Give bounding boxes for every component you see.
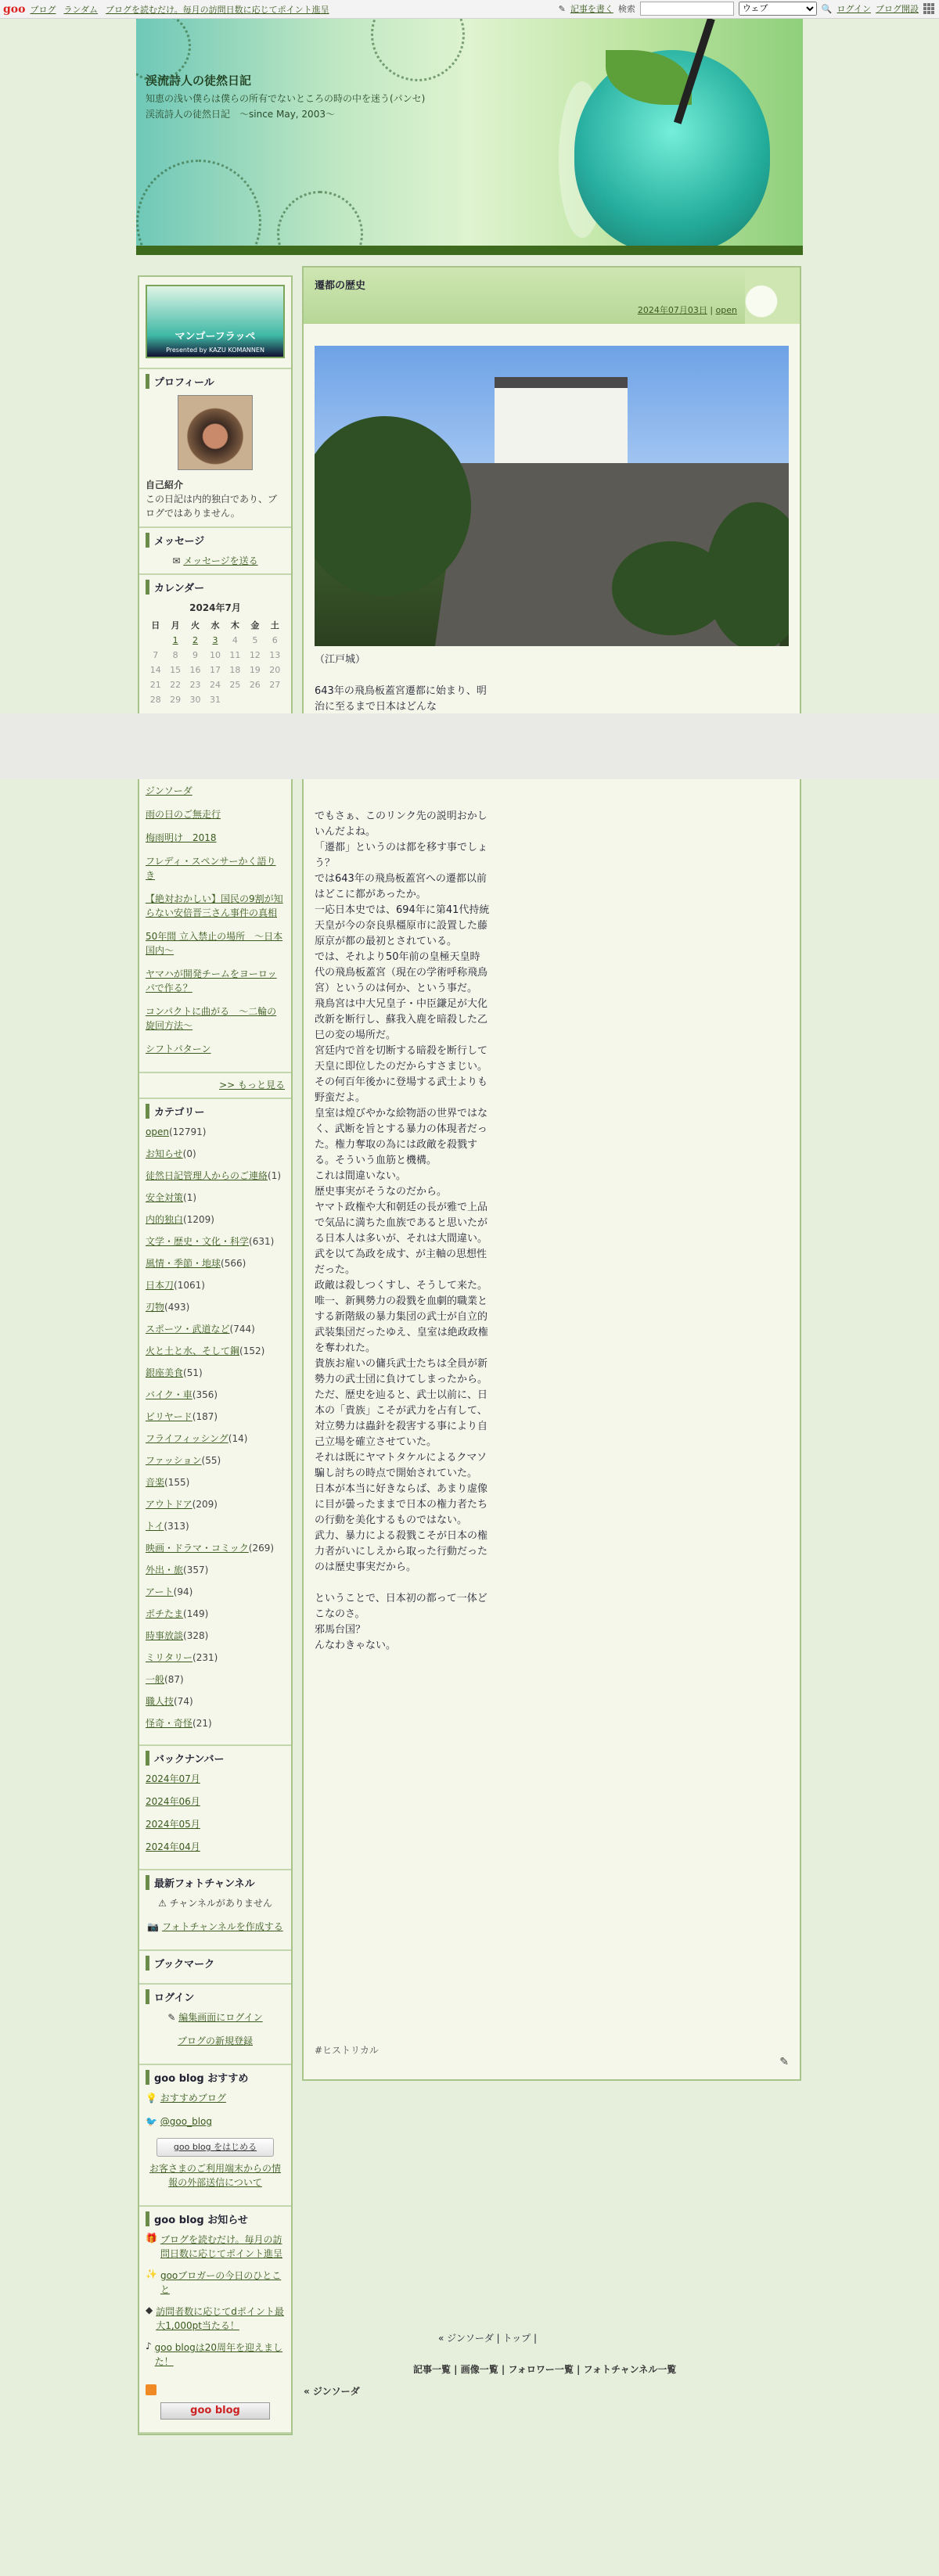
category-link[interactable]: 日本刀 xyxy=(146,1280,174,1291)
recent-post-link[interactable]: 【絶対おかしい】国民の9割が知らない安倍晋三さん事件の真相 xyxy=(146,893,283,918)
topbar-link-blog[interactable]: ブログ xyxy=(30,4,56,15)
category-item xyxy=(146,1519,285,1533)
sidebar xyxy=(138,275,293,2435)
category-link[interactable]: ポチたま xyxy=(146,1608,184,1619)
topbar-link-random[interactable]: ランダム xyxy=(63,4,99,15)
recent-post-link[interactable]: 雨の日のご無走行 xyxy=(146,809,221,820)
overlay-band xyxy=(0,713,939,779)
calendar-day: 14 xyxy=(149,665,161,675)
category-item xyxy=(146,1475,285,1489)
pencil-icon: ✎ xyxy=(558,3,566,14)
category-link[interactable]: アウトドア xyxy=(146,1499,192,1510)
bookmark-heading: ブックマーク xyxy=(146,1956,285,1971)
category-item xyxy=(146,1300,285,1314)
article-paragraph: 邪馬台国？ xyxy=(315,1624,366,1636)
category-count: (12791) xyxy=(168,1126,207,1137)
ornament xyxy=(136,160,261,246)
article-paragraph: ヤマト政権や大和朝廷の長が雅で上品で気品に満ちた血族であると思いたがる日本人は多いが、それは大間違い。 xyxy=(315,1202,488,1245)
calendar-day: 17 xyxy=(209,665,221,675)
category-link[interactable]: スポーツ・武道など xyxy=(146,1324,230,1335)
calendar-day: 7 xyxy=(153,650,159,660)
login-heading: ログイン xyxy=(146,1989,285,2004)
profile-section xyxy=(139,369,291,528)
calendar-day: 30 xyxy=(189,695,201,705)
castle-tower xyxy=(495,377,628,463)
calendar-day: 18 xyxy=(229,665,241,675)
calendar-weekday: 木 xyxy=(230,620,239,631)
article-paragraph: では643年の飛鳥板蓋宮への遷都以前はどこに都があったか。 xyxy=(315,873,487,900)
category-count: (1) xyxy=(268,1170,282,1181)
category-item xyxy=(146,1541,285,1555)
calendar-day: 23 xyxy=(189,680,201,690)
calendar-day xyxy=(146,633,165,648)
category-count: (231) xyxy=(192,1652,218,1663)
category-link[interactable]: 外出・旅 xyxy=(146,1565,184,1575)
calendar-day: 6 xyxy=(272,635,278,645)
category-item xyxy=(146,1694,285,1708)
profile-banner-image[interactable] xyxy=(146,285,285,358)
ornament xyxy=(277,191,363,246)
calendar-day: 8 xyxy=(172,650,178,660)
article-paragraph: では、それより50年前の皇極天皇時代の飛鳥板蓋宮（現在の学術呼称飛鳥宮）というのは何か、という事だ。 xyxy=(315,951,488,994)
category-count: (269) xyxy=(248,1543,275,1554)
category-item xyxy=(146,1432,285,1446)
category-link[interactable]: ミリタリー xyxy=(146,1652,193,1663)
backnumber-link[interactable]: 2024年07月 xyxy=(146,1773,200,1784)
external-info-link[interactable]: お客さまのご利用端末からの情報の外部送信について xyxy=(149,2163,281,2188)
category-count: (209) xyxy=(192,1499,218,1510)
article-paragraph: 飛鳥宮は中大兄皇子・中臣鎌足が大化改新を断行し、蘇我入鹿を暗殺した乙巳の変の場所だ。 xyxy=(315,998,488,1041)
search-label: 検索 xyxy=(617,4,635,14)
article-category[interactable]: open xyxy=(715,305,737,315)
article-paragraph: 貴族お雇いの傭兵武士たちは全員が新勢力の武士団に負けてしまったから。 xyxy=(315,1358,488,1385)
calendar-day: 9 xyxy=(192,650,199,660)
calendar-caption: 2024年7月 xyxy=(189,602,241,613)
category-item xyxy=(146,1651,285,1665)
backnumber-link[interactable]: 2024年05月 xyxy=(146,1819,200,1830)
category-link[interactable]: 徒然日記管理人からのご連絡 xyxy=(146,1170,268,1181)
category-count: (14) xyxy=(228,1433,248,1444)
intro-text: この日記は内的独白であり、ブログではありません。 xyxy=(146,494,278,519)
category-count: (155) xyxy=(164,1477,190,1488)
prev-article-link[interactable]: « ジンソーダ xyxy=(304,2386,360,2397)
category-link[interactable]: 時事放談 xyxy=(146,1630,184,1641)
calendar-day: 20 xyxy=(269,665,281,675)
ornament xyxy=(371,19,465,81)
article-paragraph: それは既にヤマトタケルによるクマソ騙し討ちの時点で開始されていた。 xyxy=(315,1452,487,1479)
category-item xyxy=(146,1585,285,1599)
category-count: (493) xyxy=(164,1302,190,1313)
recent-post-link[interactable]: コンパクトに曲がる ～二輪の旋回方法～ xyxy=(146,1006,277,1031)
edo-castle-photo[interactable] xyxy=(315,346,789,646)
category-item xyxy=(146,1607,285,1621)
category-item xyxy=(146,1256,285,1270)
article-paragraph: これは間違いない。 xyxy=(315,1170,407,1182)
article-paragraph: 「遷都」というのは都を移す事でしょう？ xyxy=(315,842,488,869)
article-body xyxy=(304,646,501,1660)
notice-section xyxy=(139,2207,291,2434)
article xyxy=(302,266,801,2081)
calendar-day: 22 xyxy=(170,680,182,690)
category-item xyxy=(146,1388,285,1402)
calendar-day xyxy=(225,692,245,707)
category-count: (357) xyxy=(183,1565,209,1575)
category-count: (149) xyxy=(183,1608,209,1619)
category-item xyxy=(146,1344,285,1358)
category-count: (356) xyxy=(192,1389,218,1400)
category-link[interactable]: 音楽 xyxy=(146,1477,165,1488)
notice-link[interactable]: gooブロガーの今日のひとこと xyxy=(160,2270,282,2295)
pencil-icon: ✎ xyxy=(167,2012,176,2023)
recent-post-link[interactable]: 梅雨明け 2018 xyxy=(146,832,217,843)
article-tag[interactable]: #ヒストリカル xyxy=(315,2045,379,2056)
search-input[interactable] xyxy=(640,2,734,16)
open-blog-link[interactable]: ブログ開設 xyxy=(876,4,919,14)
search-scope-select[interactable] xyxy=(739,2,817,16)
leaf-ornament xyxy=(745,268,800,324)
article-paragraph: でもさぁ、このリンク先の説明おかしいんだよね。 xyxy=(315,810,487,838)
goo-topbar xyxy=(0,0,939,19)
message-section xyxy=(139,528,291,575)
category-link[interactable]: 風情・季節・地球 xyxy=(146,1258,221,1269)
category-count: (21) xyxy=(192,1718,212,1729)
calendar-day: 27 xyxy=(269,680,281,690)
article-meta: 2024年07月03日 | open xyxy=(637,305,737,315)
category-link[interactable]: 内的独白 xyxy=(146,1214,184,1225)
category-item xyxy=(146,1716,285,1730)
article-paragraph: 武を以て為政を成す、が主軸の思想性だった。 xyxy=(315,1248,487,1276)
calendar-day: 4 xyxy=(232,635,238,645)
article-paragraph: その何百年後かに登場する武士よりも野蛮だよ。 xyxy=(315,1076,488,1104)
category-count: (631) xyxy=(249,1236,275,1247)
category-count: (55) xyxy=(201,1455,221,1466)
category-link[interactable]: 映画・ドラマ・コミック xyxy=(146,1543,249,1554)
category-link[interactable]: トイ xyxy=(146,1521,164,1532)
search-icon[interactable]: 🔍 xyxy=(821,3,833,14)
article-paragraph: 政敵は殺しつくすし、そうして来た。 xyxy=(315,1280,488,1292)
calendar-day: 26 xyxy=(249,680,261,690)
twitter-icon: 🐦 xyxy=(146,2116,157,2127)
category-item xyxy=(146,1629,285,1643)
login-section xyxy=(139,1985,291,2065)
calendar-day: 11 xyxy=(229,650,241,660)
category-count: (1) xyxy=(183,1192,197,1203)
category-item xyxy=(146,1191,285,1205)
category-count: (1209) xyxy=(183,1214,214,1225)
category-link[interactable]: お知らせ xyxy=(146,1148,183,1159)
article-paragraph: ということで、日本初の都って一体どこなのさ。 xyxy=(315,1593,487,1620)
blog-title[interactable]: 渓流詩人の徒然日記 xyxy=(146,74,252,88)
category-count: (187) xyxy=(192,1411,218,1422)
banner-title: マンゴーフラッペ xyxy=(174,331,256,343)
calendar-day xyxy=(245,692,264,707)
calendar-weekday: 月 xyxy=(171,620,180,631)
category-item xyxy=(146,1322,285,1336)
category-item xyxy=(146,1410,285,1424)
category-item xyxy=(146,1169,285,1183)
category-item xyxy=(146,1147,285,1161)
recent-post-link[interactable]: フレディ・スペンサーかく語りき xyxy=(146,856,276,881)
calendar-day: 29 xyxy=(170,695,182,705)
recommend-heading: goo blog おすすめ xyxy=(146,2070,285,2085)
create-photo-channel-link[interactable]: フォトチャンネルを作成する xyxy=(162,1921,283,1932)
category-link[interactable]: 職人技 xyxy=(146,1696,174,1707)
recent-post-link[interactable]: ジンソーダ xyxy=(146,785,192,796)
photo-caption: （江戸城） xyxy=(315,654,366,666)
recent-post-link[interactable]: 50年間 立入禁止の場所 ～日本国内～ xyxy=(146,931,283,956)
calendar-day xyxy=(265,692,285,707)
calendar-day: 19 xyxy=(249,665,261,675)
photo-none-text: チャンネルがありません xyxy=(169,1898,272,1909)
calendar-day: 31 xyxy=(209,695,221,705)
diamond-icon: ◆ xyxy=(146,2305,153,2316)
send-message-link[interactable]: メッセージを送る xyxy=(183,555,258,566)
article-paragraph: 643年の飛鳥板蓋宮遷都に始まり、明治に至るまで日本はどんな xyxy=(315,685,487,713)
recommend-section xyxy=(139,2065,291,2207)
warning-icon: ⚠ xyxy=(158,1898,167,1909)
category-link[interactable]: 火と土と水、そして鋼 xyxy=(146,1345,240,1356)
topbar-link-points[interactable]: ブログを読むだけ。毎月の訪問日数に応じてポイント進呈 xyxy=(106,4,329,15)
category-count: (0) xyxy=(182,1148,196,1159)
camera-icon: 📷 xyxy=(147,1921,160,1932)
article-paragraph: 一応日本史では、694年に第41代持統天皇が今の奈良県橿原市に設置した藤原京が都の最初とされている。 xyxy=(315,904,490,947)
edit-login-link[interactable]: 編集画面にログイン xyxy=(178,2012,263,2023)
calendar-day: 24 xyxy=(209,680,221,690)
twitter-link[interactable]: @goo_blog xyxy=(160,2116,212,2127)
category-item xyxy=(146,1497,285,1511)
category-section xyxy=(139,1099,291,1746)
calendar-day: 13 xyxy=(269,650,281,660)
category-count: (87) xyxy=(164,1674,184,1685)
prev-next-nav[interactable]: « ジンソーダ | トップ | xyxy=(438,2333,538,2344)
category-item xyxy=(146,1278,285,1292)
category-item xyxy=(146,1213,285,1227)
article-paragraph: 唯一、新興勢力の殺戮を血劇的職業とする新階級の暴力集団の武士が自立的武装集団だったゆえ、皇室は絶政政権を奪われた。 xyxy=(315,1295,488,1354)
category-count: (51) xyxy=(183,1367,203,1378)
music-icon: ♪ xyxy=(146,2341,152,2351)
article-titlebar xyxy=(304,268,800,324)
article-title[interactable]: 遷都の歴史 xyxy=(315,280,366,292)
profile-card xyxy=(139,277,291,369)
sparkle-icon: ✨ xyxy=(146,2269,157,2280)
calendar-weekday: 火 xyxy=(191,620,200,631)
category-link[interactable]: 銀座美食 xyxy=(146,1367,184,1378)
category-count: (744) xyxy=(229,1324,255,1335)
category-link[interactable]: 刃物 xyxy=(146,1302,165,1313)
more-link[interactable]: >> もっと見る xyxy=(219,1080,285,1090)
article-paragraph: 歴史事実がそうなのだから。 xyxy=(315,1186,448,1198)
category-link[interactable]: ビリヤード xyxy=(146,1411,192,1422)
backnumber-link[interactable]: 2024年04月 xyxy=(146,1841,200,1852)
category-item xyxy=(146,1563,285,1577)
category-item xyxy=(146,1234,285,1248)
recommend-link[interactable]: おすすめブログ xyxy=(160,2093,226,2104)
start-goo-blog-button[interactable]: goo blog をはじめる xyxy=(156,2138,274,2157)
profile-heading: プロフィール xyxy=(146,374,285,389)
category-link[interactable]: open xyxy=(146,1126,169,1137)
calendar-day: 16 xyxy=(189,665,201,675)
calendar-weekday: 水 xyxy=(210,620,220,631)
category-link[interactable]: 安全対策 xyxy=(146,1192,184,1203)
calendar-weekday: 金 xyxy=(250,620,260,631)
category-item xyxy=(146,1453,285,1468)
category-count: (1061) xyxy=(174,1280,205,1291)
article-paragraph: 宮廷内で首を切断する暗殺を断行して天皇に即位したのだからすさまじい。 xyxy=(315,1045,488,1072)
article-paragraph: 武力、暴力による殺戮こそが日本の権力者がいにしえから取った行動だったのは歴史事実だから。 xyxy=(315,1530,488,1573)
notice-link[interactable]: ブログを読むだけ。毎月の訪問日数に応じてポイント進呈 xyxy=(160,2234,282,2259)
photo-channel-heading: 最新フォトチャンネル xyxy=(146,1875,285,1890)
calendar-day: 15 xyxy=(170,665,182,675)
category-link[interactable]: バイク・車 xyxy=(146,1389,192,1400)
photo-channel-section xyxy=(139,1870,291,1951)
backnumber-section xyxy=(139,1746,291,1870)
calendar-day[interactable]: 3 xyxy=(212,635,218,645)
category-count: (94) xyxy=(173,1586,193,1597)
calendar-section xyxy=(139,575,291,715)
bulb-icon: 💡 xyxy=(146,2093,157,2104)
article-paragraph: んなわきゃない。 xyxy=(315,1640,397,1651)
notice-link[interactable]: 訪問者数に応じてdポイント最大1,000pt当たる！ xyxy=(156,2306,284,2331)
calendar-day[interactable]: 2 xyxy=(192,635,199,645)
recent-post-link[interactable]: ヤマハが開発チームをヨーロッパで作る？ xyxy=(146,968,277,993)
calendar-day: 12 xyxy=(249,650,261,660)
goo-logo[interactable]: goo xyxy=(3,2,26,16)
calendar-weekday: 日 xyxy=(151,620,160,631)
calendar-weekday: 土 xyxy=(270,620,279,631)
category-count: (328) xyxy=(183,1630,209,1641)
category-link[interactable]: 一般 xyxy=(146,1674,165,1685)
category-link[interactable]: 怪奇・奇怪 xyxy=(146,1718,193,1729)
calendar-day: 10 xyxy=(209,650,221,660)
category-link[interactable]: アート xyxy=(146,1586,174,1597)
article-paragraph: ただ、歴史を辿ると、武士以前に、日本の「貴族」こそが武力を占有して、対立勢力は蟲針を殺害する事により自己立場を確立させていた。 xyxy=(315,1389,488,1448)
recent-post-link[interactable]: シフトパターン xyxy=(146,1044,211,1054)
footer-links[interactable]: 記事一覧 | 画像一覧 | フォロワー一覧 | フォトチャンネル一覧 xyxy=(413,2364,677,2375)
category-link[interactable]: フライフィッシング xyxy=(146,1433,228,1444)
category-count: (566) xyxy=(221,1258,246,1269)
category-link[interactable]: ファッション xyxy=(146,1455,202,1466)
header-band xyxy=(136,246,803,255)
category-item xyxy=(146,1366,285,1380)
notice-heading: goo blog お知らせ xyxy=(146,2211,285,2226)
category-heading: カテゴリー xyxy=(146,1104,285,1119)
calendar-heading: カレンダー xyxy=(146,580,285,595)
goo-blog-footer-logo[interactable]: goo blog xyxy=(160,2402,270,2420)
category-item xyxy=(146,1125,285,1139)
calendar-day[interactable]: 1 xyxy=(172,635,178,645)
message-heading: メッセージ xyxy=(146,533,285,548)
blog-subtitle: 知恵の浅い僕らは僕らの所有でないところの時の中を迷う(パンセ) 渓流詩人の徒然日記 ～since May, 2003～ xyxy=(146,93,435,120)
more-link-row xyxy=(139,1073,291,1099)
apps-grid-icon[interactable] xyxy=(923,3,934,14)
bookmark-section xyxy=(139,1951,291,1985)
edit-pencil-icon[interactable]: ✎ xyxy=(779,2056,789,2068)
avatar[interactable] xyxy=(178,395,253,470)
login-link[interactable]: ログイン xyxy=(836,4,871,14)
article-date[interactable]: 2024年07月03日 xyxy=(637,305,707,315)
category-link[interactable]: 文学・歴史・文化・科学 xyxy=(146,1236,250,1247)
gift-icon: 🎁 xyxy=(146,2233,157,2244)
intro-label: 自己紹介 xyxy=(146,480,184,490)
recent-posts-section xyxy=(139,779,291,1073)
rss-icon[interactable] xyxy=(146,2384,156,2395)
calendar xyxy=(146,601,285,707)
article-paragraph xyxy=(315,1575,490,1591)
calendar-day: 5 xyxy=(252,635,258,645)
envelope-icon: ✉ xyxy=(172,555,181,566)
category-count: (152) xyxy=(239,1345,265,1356)
backnumber-heading: バックナンバー xyxy=(146,1751,285,1766)
calendar-day: 28 xyxy=(149,695,161,705)
calendar-day: 25 xyxy=(229,680,241,690)
backnumber-link[interactable]: 2024年06月 xyxy=(146,1796,200,1807)
calendar-day: 21 xyxy=(149,680,161,690)
banner-credit: Presented by KAZU KOMANNEN xyxy=(166,347,264,354)
register-link[interactable]: ブログの新規登録 xyxy=(177,2035,253,2046)
write-article-link[interactable]: 記事を書く xyxy=(570,4,613,14)
notice-link[interactable]: goo blogは20周年を迎えました！ xyxy=(154,2342,282,2367)
article-paragraph: 日本が本当に好きならば、あまり虚像に目が曇ったままで日本の権力者たちの行動を美化するものではない。 xyxy=(315,1483,488,1526)
category-count: (74) xyxy=(174,1696,193,1707)
article-paragraph: 皇室は煌びやかな絵物語の世界ではなく、武断を旨とする暴力の体現者だった。権力奪取の為には政敵を殺戮する。そういう血筋と機構。 xyxy=(315,1108,488,1166)
blog-header xyxy=(136,19,803,246)
category-item xyxy=(146,1672,285,1687)
category-count: (313) xyxy=(164,1521,189,1532)
